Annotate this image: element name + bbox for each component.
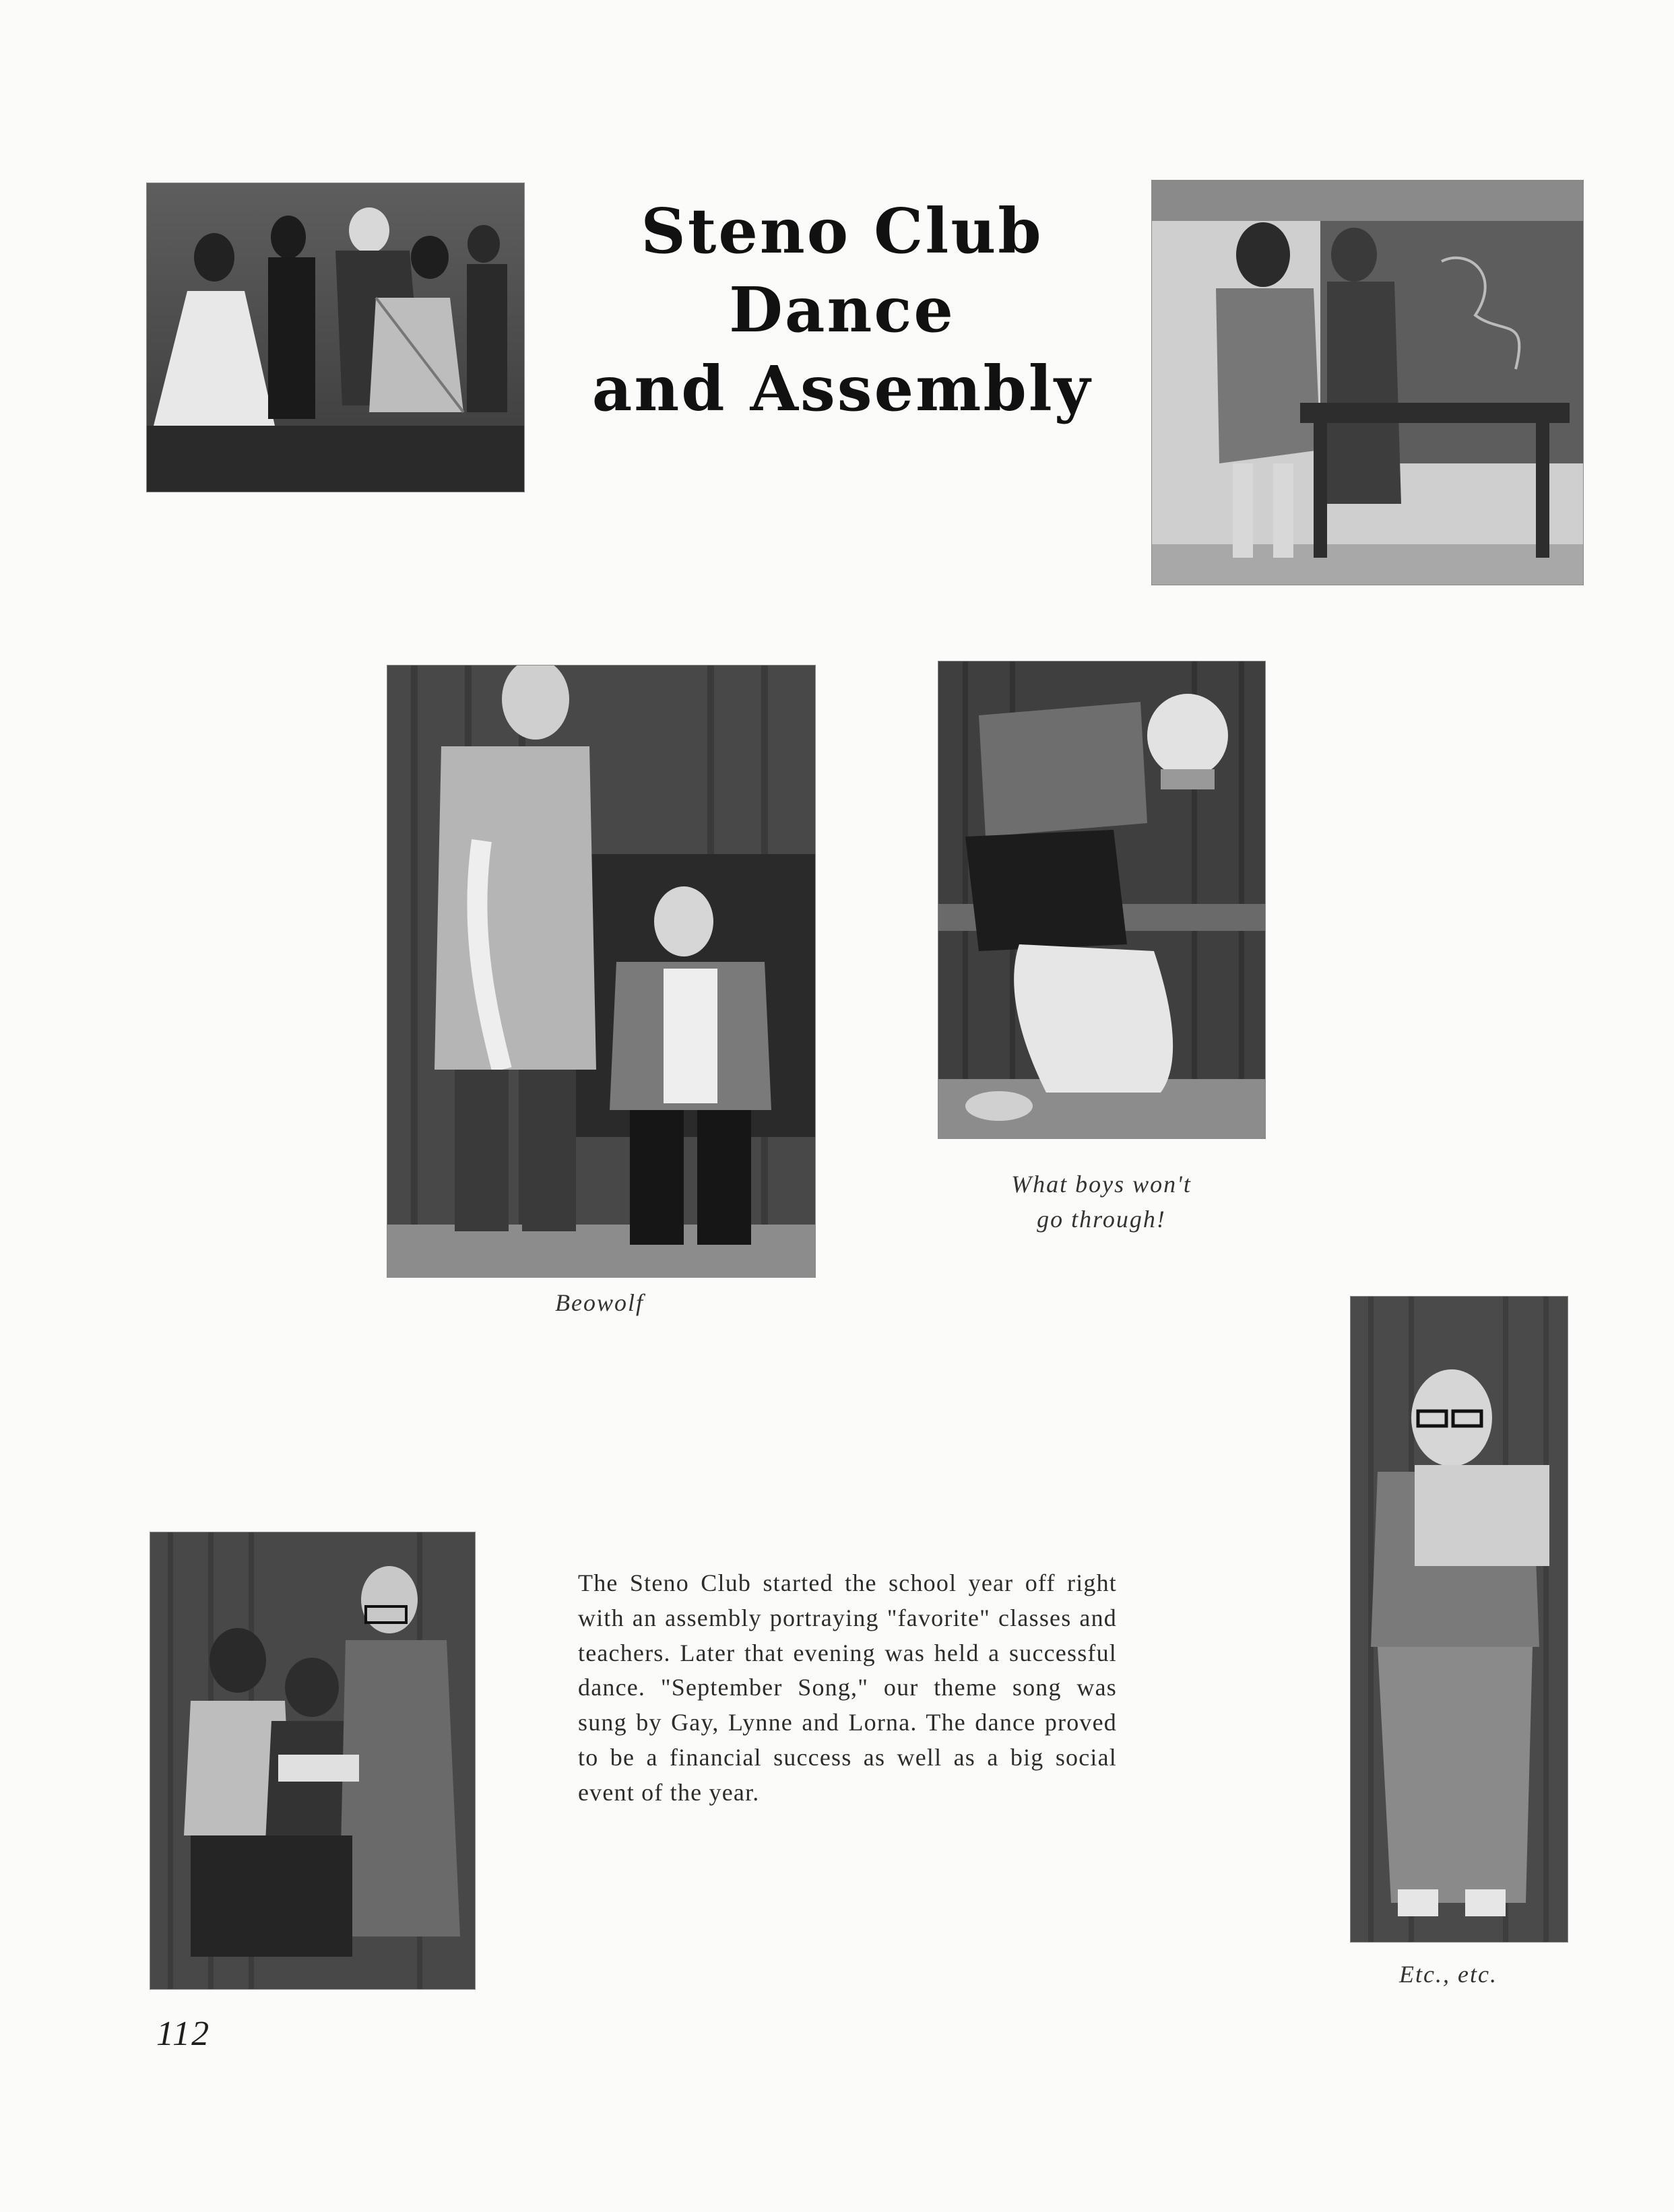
caption-football-line-2: go through! [1037,1206,1166,1233]
photo-reader [1351,1297,1568,1942]
photo-teacher-skit [1152,181,1583,585]
photo-seated-group [150,1532,475,1989]
photo-football [938,661,1265,1138]
caption-football-line-1: What boys won't [1011,1171,1192,1198]
photo-reader-image [1351,1297,1568,1942]
page-number: 112 [156,2015,211,2053]
page-title [546,192,1138,428]
caption-football [950,1167,1253,1237]
photo-beowulf [387,665,815,1277]
photo-beowulf-image [387,665,815,1277]
photo-seated-group-image [150,1532,475,1989]
caption-reader: Etc., etc. [1399,1961,1498,1988]
photo-football-image [938,661,1265,1138]
title-line-1: Steno Club Dance [641,195,1043,346]
title-line-2: and Assembly [591,352,1093,425]
photo-dance [147,183,524,492]
photo-dance-image [147,183,524,492]
photo-teacher-skit-image [1152,181,1583,585]
caption-beowulf: Beowolf [555,1289,644,1316]
body-paragraph: The Steno Club started the school year off right with an assembly portraying "favorite" classes and teachers. Later that evening was held a successful dance. "September Song," our theme song was sung by Gay, Lynne and Lorna. The dance proved to be a financial success as well as a big social event of the year. [578,1569,1117,1806]
